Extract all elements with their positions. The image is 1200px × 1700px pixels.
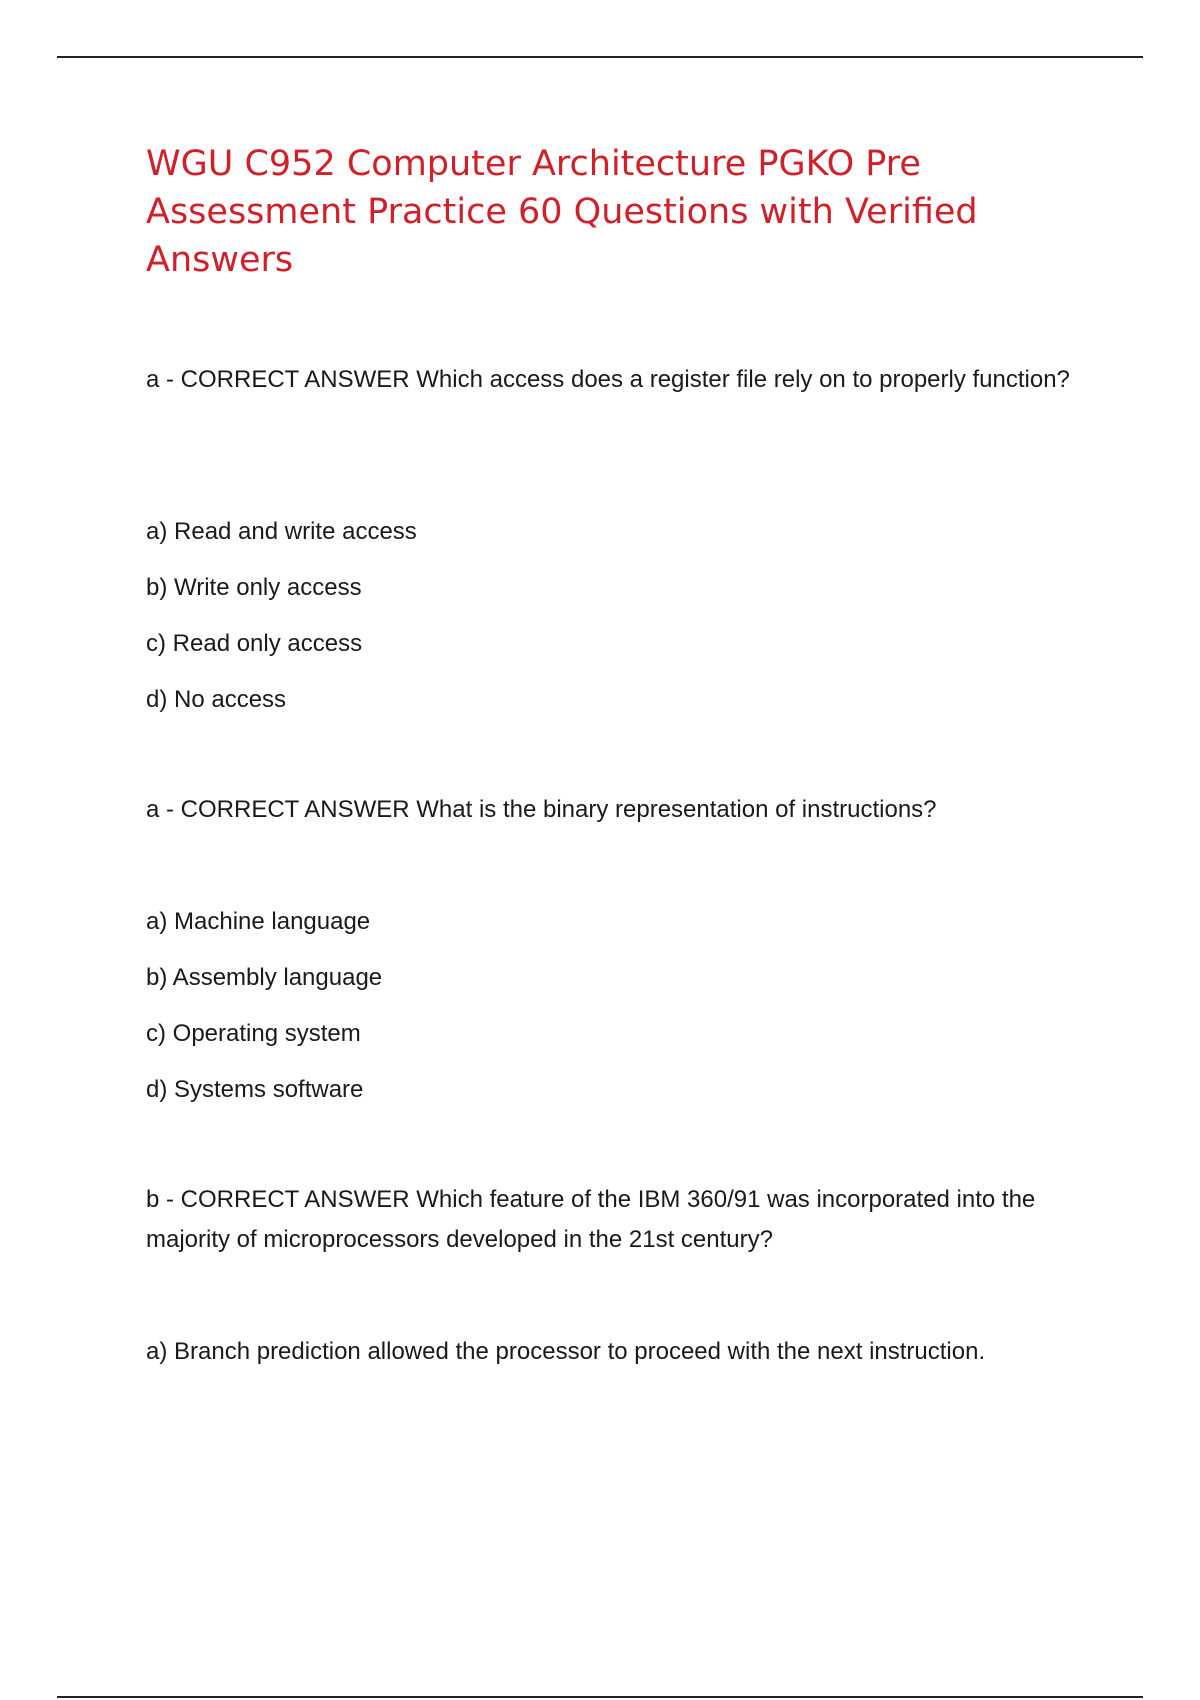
- option-item: a) Read and write access: [146, 518, 417, 545]
- options-list-3: [146, 1324, 1106, 1380]
- document-title: WGU C952 Computer Architecture PGKO Pre Assessment Practice 60 Questions with Verified Answers: [146, 144, 978, 280]
- option-item: c) Read only access: [146, 630, 363, 657]
- question-text: a - CORRECT ANSWER Which access does a register file rely on to properly function?: [146, 366, 1070, 393]
- option-item: d) No access: [146, 686, 287, 713]
- document-body: [146, 140, 1106, 1365]
- option-item: b) Assembly language: [146, 964, 383, 991]
- question-block-2: [146, 790, 1106, 830]
- question-text: a - CORRECT ANSWER What is the binary representation of instructions?: [146, 796, 937, 823]
- option-item: d) Systems software: [146, 1076, 364, 1103]
- question-text: b - CORRECT ANSWER Which feature of the IBM 360/91 was incorporated into the majority of microprocessors developed in the 21st century?: [146, 1186, 1036, 1253]
- top-rule: [57, 56, 1143, 58]
- options-list-1: [146, 504, 1106, 728]
- bottom-rule: [57, 1696, 1143, 1698]
- option-item: b) Write only access: [146, 574, 362, 601]
- question-block-1: [146, 360, 1106, 400]
- option-item: a) Machine language: [146, 908, 371, 935]
- option-item: a) Branch prediction allowed the processor to proceed with the next instruction.: [146, 1338, 986, 1365]
- question-block-3: [146, 1180, 1106, 1260]
- option-item: c) Operating system: [146, 1020, 361, 1047]
- options-list-2: [146, 894, 1106, 1118]
